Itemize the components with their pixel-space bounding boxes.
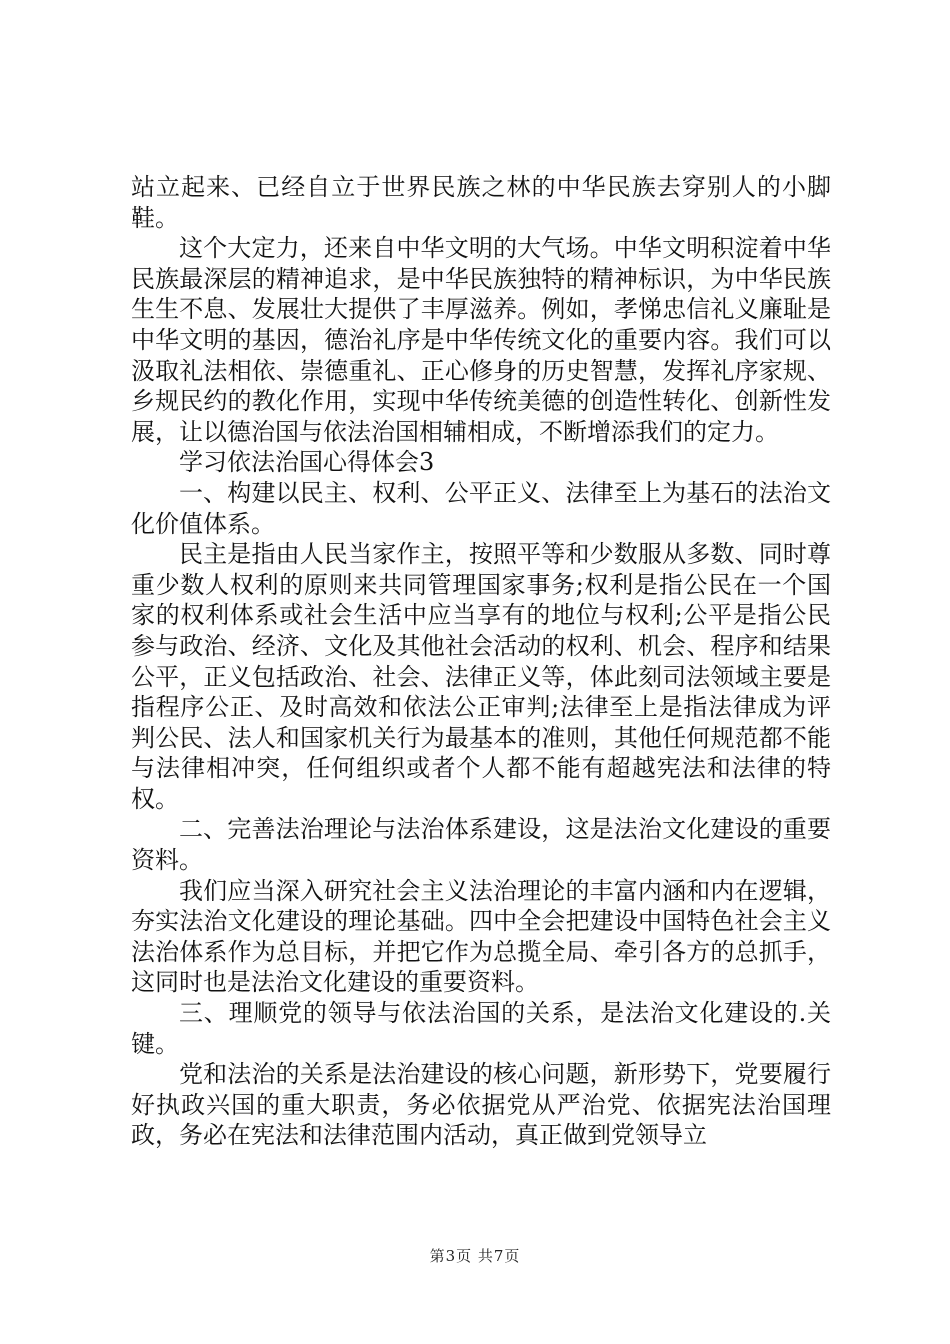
page-footer: 第3页 共7页 (429, 1247, 521, 1265)
document-body (131, 172, 831, 1151)
paragraph: 党和法治的关系是法治建设的核心问题，新形势下，党要履行好执政兴国的重大职责，务必依据党从严治党、依据宪法治国理政，务必在宪法和法律范围内活动，真正做到党领导立 (131, 1060, 831, 1150)
paragraph: 这个大定力，还来自中华文明的大气场。中华文明积淀着中华民族最深层的精神追求，是中华民族独特的精神标识，为中华民族生生不息、发展壮大提供了丰厚滋养。例如，孝悌忠信礼义廉耻是中华文明的基因，德治礼序是中华传统文化的重要内容。我们可以汲取礼法相依、崇德重礼、正心修身的历史智慧，发挥礼序家规、乡规民约的教化作用，实现中华传统美德的创造性转化、创新性发展，让以德治国与依法治国相辅相成，不断增添我们的定力。 (131, 234, 831, 446)
paragraph-continuation: 站立起来、已经自立于世界民族之林的中华民族去穿别人的小脚鞋。 (131, 173, 831, 232)
paragraph: 民主是指由人民当家作主，按照平等和少数服从多数、同时尊重少数人权利的原则来共同管理国家事务;权利是指公民在一个国家的权利体系或社会生活中应当享有的地位与权利;公平是指公民参与政治、经济、文化及其他社会活动的权利、机会、程序和结果公平，正义包括政治、社会、法律正义等，体此刻司法领域主要是指程序公正、及时高效和依法公正审判;法律至上是指法律成为评判公民、法人和国家机关行为最基本的准则，其他任何规范都不能与法律相冲突，任何组织或者个人都不能有超越宪法和法律的特权。 (131, 540, 831, 813)
heading-two: 二、完善法治理论与法治体系建设，这是法治文化建设的重要资料。 (131, 815, 831, 875)
paragraph: 我们应当深入研究社会主义法治理论的丰富内涵和内在逻辑，夯实法治文化建设的理论基础。四中全会把建设中国特色社会主义法治体系作为总目标，并把它作为总揽全局、牵引各方的总抓手，这同时也是法治文化建设的重要资料。 (131, 876, 831, 997)
heading-one: 一、构建以民主、权利、公平正义、法律至上为基石的法治文化价值体系。 (131, 478, 831, 538)
section-title: 学习依法治国心得体会3 (179, 448, 435, 477)
heading-three: 三、理顺党的领导与依法治国的关系，是法治文化建设的.关键。 (131, 999, 831, 1058)
